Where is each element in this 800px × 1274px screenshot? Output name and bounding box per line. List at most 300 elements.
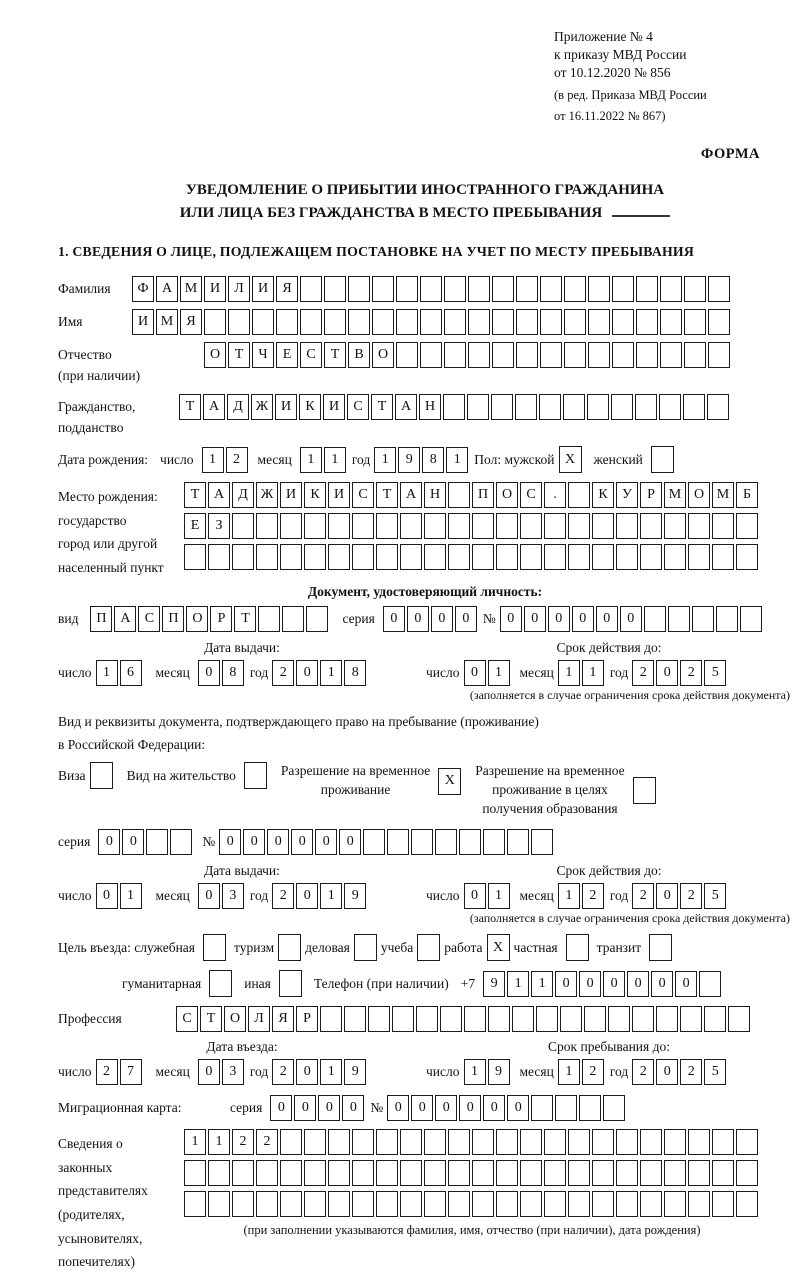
char-cell[interactable]: Б [736,482,758,508]
char-cell[interactable]: 2 [582,1059,604,1085]
char-cell[interactable] [435,829,457,855]
char-cell[interactable] [664,1129,686,1155]
char-cell[interactable]: 0 [675,971,697,997]
residence-permit-checkbox[interactable] [244,762,267,789]
char-cell[interactable]: Л [248,1006,270,1032]
char-cell[interactable]: 0 [524,606,546,632]
char-cell[interactable]: К [592,482,614,508]
char-cell[interactable] [536,1006,558,1032]
char-cell[interactable] [636,342,658,368]
char-cell[interactable] [520,1129,542,1155]
purpose-work-checkbox[interactable]: X [487,934,510,961]
char-cell[interactable] [564,342,586,368]
char-cell[interactable] [656,1006,678,1032]
char-cell[interactable] [280,1191,302,1217]
char-cell[interactable] [668,606,690,632]
char-cell[interactable]: 0 [296,883,318,909]
sex-male-checkbox[interactable]: X [559,446,582,473]
char-cell[interactable] [400,1191,422,1217]
char-cell[interactable] [640,544,662,570]
char-cell[interactable]: О [186,606,208,632]
char-cell[interactable]: И [132,309,154,335]
char-cell[interactable] [396,276,418,302]
char-cell[interactable] [568,482,590,508]
temp-residence-education-checkbox[interactable] [633,777,656,804]
char-cell[interactable]: 0 [294,1095,316,1121]
char-cell[interactable] [544,1160,566,1186]
char-cell[interactable] [472,513,494,539]
char-cell[interactable] [448,482,470,508]
char-cell[interactable] [328,1160,350,1186]
char-cell[interactable] [716,606,738,632]
char-cell[interactable] [324,276,346,302]
char-cell[interactable] [496,1160,518,1186]
char-cell[interactable] [280,1160,302,1186]
char-cell[interactable] [568,1191,590,1217]
char-cell[interactable] [424,1129,446,1155]
char-cell[interactable] [520,1191,542,1217]
char-cell[interactable] [496,1129,518,1155]
char-cell[interactable]: 9 [483,971,505,997]
char-cell[interactable] [640,1191,662,1217]
char-cell[interactable] [563,394,585,420]
char-cell[interactable]: 0 [198,883,220,909]
char-cell[interactable]: С [520,482,542,508]
char-cell[interactable] [256,1160,278,1186]
char-cell[interactable] [304,544,326,570]
char-cell[interactable]: 2 [256,1129,278,1155]
char-cell[interactable] [736,544,758,570]
char-cell[interactable] [416,1006,438,1032]
char-cell[interactable] [664,1191,686,1217]
char-cell[interactable] [352,1129,374,1155]
char-cell[interactable] [372,309,394,335]
char-cell[interactable] [459,829,481,855]
char-cell[interactable]: Е [184,513,206,539]
char-cell[interactable] [736,1160,758,1186]
char-cell[interactable]: П [472,482,494,508]
char-cell[interactable]: Р [296,1006,318,1032]
char-cell[interactable]: 0 [342,1095,364,1121]
char-cell[interactable] [376,513,398,539]
char-cell[interactable]: М [664,482,686,508]
char-cell[interactable] [444,342,466,368]
char-cell[interactable]: 1 [184,1129,206,1155]
char-cell[interactable] [688,513,710,539]
char-cell[interactable] [448,1160,470,1186]
char-cell[interactable]: 0 [267,829,289,855]
char-cell[interactable] [420,309,442,335]
char-cell[interactable] [400,1129,422,1155]
char-cell[interactable]: К [299,394,321,420]
char-cell[interactable] [184,1191,206,1217]
char-cell[interactable]: 6 [120,660,142,686]
char-cell[interactable]: 1 [374,447,396,473]
char-cell[interactable]: 0 [651,971,673,997]
char-cell[interactable]: 0 [555,971,577,997]
char-cell[interactable]: 2 [632,660,654,686]
char-cell[interactable]: Т [228,342,250,368]
char-cell[interactable] [496,544,518,570]
char-cell[interactable] [448,1129,470,1155]
char-cell[interactable] [579,1095,601,1121]
char-cell[interactable]: 0 [656,1059,678,1085]
char-cell[interactable] [616,1129,638,1155]
char-cell[interactable] [400,544,422,570]
char-cell[interactable]: И [252,276,274,302]
char-cell[interactable] [320,1006,342,1032]
char-cell[interactable]: 9 [344,883,366,909]
char-cell[interactable] [348,309,370,335]
char-cell[interactable]: 0 [431,606,453,632]
char-cell[interactable] [352,1160,374,1186]
char-cell[interactable]: 1 [582,660,604,686]
char-cell[interactable] [588,342,610,368]
char-cell[interactable] [680,1006,702,1032]
char-cell[interactable]: 2 [680,883,702,909]
char-cell[interactable]: Д [227,394,249,420]
temp-residence-checkbox[interactable]: X [438,768,461,795]
char-cell[interactable] [368,1006,390,1032]
char-cell[interactable] [472,1191,494,1217]
char-cell[interactable] [184,544,206,570]
char-cell[interactable] [612,342,634,368]
char-cell[interactable]: С [300,342,322,368]
char-cell[interactable] [540,309,562,335]
char-cell[interactable]: 0 [572,606,594,632]
char-cell[interactable] [232,513,254,539]
char-cell[interactable]: 0 [656,660,678,686]
char-cell[interactable]: В [348,342,370,368]
char-cell[interactable]: 0 [270,1095,292,1121]
char-cell[interactable] [736,1129,758,1155]
char-cell[interactable] [683,394,705,420]
purpose-transit-checkbox[interactable] [649,934,672,961]
char-cell[interactable]: 0 [318,1095,340,1121]
char-cell[interactable] [592,544,614,570]
char-cell[interactable] [448,544,470,570]
char-cell[interactable]: 2 [680,1059,702,1085]
char-cell[interactable] [664,544,686,570]
char-cell[interactable] [328,1129,350,1155]
purpose-business-checkbox[interactable] [354,934,377,961]
char-cell[interactable] [280,1129,302,1155]
char-cell[interactable] [660,276,682,302]
char-cell[interactable] [664,513,686,539]
char-cell[interactable]: 0 [464,883,486,909]
char-cell[interactable]: 0 [464,660,486,686]
char-cell[interactable] [660,342,682,368]
char-cell[interactable] [740,606,762,632]
char-cell[interactable]: 1 [202,447,224,473]
char-cell[interactable] [228,309,250,335]
char-cell[interactable]: М [180,276,202,302]
char-cell[interactable] [440,1006,462,1032]
char-cell[interactable]: Я [180,309,202,335]
char-cell[interactable] [516,342,538,368]
char-cell[interactable]: Я [272,1006,294,1032]
char-cell[interactable] [396,309,418,335]
char-cell[interactable] [352,1191,374,1217]
char-cell[interactable] [424,1160,446,1186]
char-cell[interactable]: 9 [398,447,420,473]
char-cell[interactable]: Т [179,394,201,420]
char-cell[interactable]: 9 [488,1059,510,1085]
char-cell[interactable]: И [328,482,350,508]
char-cell[interactable] [544,544,566,570]
char-cell[interactable]: И [323,394,345,420]
char-cell[interactable] [328,513,350,539]
char-cell[interactable] [491,394,513,420]
char-cell[interactable]: О [372,342,394,368]
char-cell[interactable] [363,829,385,855]
char-cell[interactable]: . [544,482,566,508]
char-cell[interactable]: Н [424,482,446,508]
char-cell[interactable]: 0 [435,1095,457,1121]
char-cell[interactable]: 0 [198,660,220,686]
char-cell[interactable] [684,276,706,302]
char-cell[interactable]: С [352,482,374,508]
char-cell[interactable] [708,276,730,302]
char-cell[interactable] [640,1129,662,1155]
char-cell[interactable]: Т [200,1006,222,1032]
char-cell[interactable]: Т [371,394,393,420]
purpose-study-checkbox[interactable] [417,934,440,961]
char-cell[interactable]: С [347,394,369,420]
char-cell[interactable] [688,1160,710,1186]
char-cell[interactable]: П [90,606,112,632]
char-cell[interactable] [304,1191,326,1217]
char-cell[interactable] [544,1191,566,1217]
char-cell[interactable] [328,544,350,570]
char-cell[interactable] [728,1006,750,1032]
purpose-other-checkbox[interactable] [279,970,302,997]
char-cell[interactable]: А [208,482,230,508]
char-cell[interactable] [411,829,433,855]
char-cell[interactable]: 0 [483,1095,505,1121]
char-cell[interactable]: 0 [596,606,618,632]
char-cell[interactable]: А [400,482,422,508]
char-cell[interactable]: 1 [446,447,468,473]
char-cell[interactable]: Т [234,606,256,632]
char-cell[interactable] [280,513,302,539]
char-cell[interactable] [688,1191,710,1217]
char-cell[interactable]: С [176,1006,198,1032]
char-cell[interactable]: 5 [704,660,726,686]
char-cell[interactable] [280,544,302,570]
char-cell[interactable]: Т [376,482,398,508]
char-cell[interactable]: Ч [252,342,274,368]
char-cell[interactable] [420,342,442,368]
char-cell[interactable] [232,544,254,570]
char-cell[interactable]: О [204,342,226,368]
char-cell[interactable] [692,606,714,632]
char-cell[interactable] [708,342,730,368]
char-cell[interactable]: А [114,606,136,632]
char-cell[interactable]: Н [419,394,441,420]
char-cell[interactable]: А [156,276,178,302]
char-cell[interactable]: 1 [531,971,553,997]
char-cell[interactable]: 0 [459,1095,481,1121]
char-cell[interactable]: С [138,606,160,632]
char-cell[interactable] [539,394,561,420]
char-cell[interactable]: 0 [579,971,601,997]
char-cell[interactable] [592,1160,614,1186]
char-cell[interactable]: 2 [272,1059,294,1085]
char-cell[interactable] [515,394,537,420]
char-cell[interactable]: Л [228,276,250,302]
char-cell[interactable]: 1 [558,883,580,909]
char-cell[interactable]: 0 [296,1059,318,1085]
char-cell[interactable]: 0 [387,1095,409,1121]
char-cell[interactable] [592,1191,614,1217]
char-cell[interactable]: 0 [96,883,118,909]
char-cell[interactable]: 0 [455,606,477,632]
char-cell[interactable] [736,1191,758,1217]
char-cell[interactable]: 5 [704,1059,726,1085]
char-cell[interactable]: 1 [120,883,142,909]
char-cell[interactable]: Р [640,482,662,508]
char-cell[interactable] [608,1006,630,1032]
char-cell[interactable] [256,513,278,539]
char-cell[interactable]: М [712,482,734,508]
char-cell[interactable]: П [162,606,184,632]
char-cell[interactable] [208,544,230,570]
char-cell[interactable]: Р [210,606,232,632]
char-cell[interactable] [632,1006,654,1032]
char-cell[interactable] [392,1006,414,1032]
char-cell[interactable] [587,394,609,420]
char-cell[interactable]: 0 [603,971,625,997]
char-cell[interactable] [420,276,442,302]
char-cell[interactable]: 1 [507,971,529,997]
char-cell[interactable]: 0 [548,606,570,632]
char-cell[interactable] [736,513,758,539]
char-cell[interactable] [712,513,734,539]
char-cell[interactable] [208,1160,230,1186]
char-cell[interactable]: 2 [680,660,702,686]
char-cell[interactable] [256,544,278,570]
char-cell[interactable] [300,309,322,335]
sex-female-checkbox[interactable] [651,446,674,473]
char-cell[interactable]: О [688,482,710,508]
char-cell[interactable]: 2 [272,883,294,909]
char-cell[interactable]: 7 [120,1059,142,1085]
char-cell[interactable]: 0 [243,829,265,855]
char-cell[interactable] [304,513,326,539]
char-cell[interactable]: 1 [300,447,322,473]
char-cell[interactable] [252,309,274,335]
char-cell[interactable] [544,1129,566,1155]
char-cell[interactable] [712,1191,734,1217]
char-cell[interactable] [640,1160,662,1186]
char-cell[interactable] [659,394,681,420]
char-cell[interactable] [555,1095,577,1121]
char-cell[interactable]: 0 [296,660,318,686]
char-cell[interactable] [564,309,586,335]
char-cell[interactable] [258,606,280,632]
char-cell[interactable]: 0 [315,829,337,855]
char-cell[interactable] [568,1129,590,1155]
char-cell[interactable] [520,1160,542,1186]
char-cell[interactable] [712,1160,734,1186]
char-cell[interactable] [516,276,538,302]
char-cell[interactable] [282,606,304,632]
char-cell[interactable] [467,394,489,420]
char-cell[interactable] [400,513,422,539]
char-cell[interactable]: 0 [339,829,361,855]
char-cell[interactable] [592,513,614,539]
char-cell[interactable]: А [395,394,417,420]
char-cell[interactable]: Д [232,482,254,508]
char-cell[interactable] [304,1160,326,1186]
char-cell[interactable] [644,606,666,632]
char-cell[interactable]: 8 [344,660,366,686]
char-cell[interactable] [424,1191,446,1217]
char-cell[interactable]: Ф [132,276,154,302]
char-cell[interactable] [520,513,542,539]
char-cell[interactable]: Я [276,276,298,302]
char-cell[interactable] [444,276,466,302]
char-cell[interactable] [531,829,553,855]
char-cell[interactable] [376,1191,398,1217]
char-cell[interactable] [544,513,566,539]
char-cell[interactable] [352,513,374,539]
char-cell[interactable]: 2 [272,660,294,686]
char-cell[interactable]: 1 [488,660,510,686]
char-cell[interactable]: 1 [96,660,118,686]
char-cell[interactable] [170,829,192,855]
char-cell[interactable]: Ж [251,394,273,420]
char-cell[interactable]: 1 [488,883,510,909]
purpose-tourism-checkbox[interactable] [278,934,301,961]
char-cell[interactable] [492,276,514,302]
char-cell[interactable] [603,1095,625,1121]
char-cell[interactable]: И [204,276,226,302]
char-cell[interactable] [324,309,346,335]
char-cell[interactable]: И [280,482,302,508]
char-cell[interactable] [540,342,562,368]
char-cell[interactable]: 1 [558,660,580,686]
char-cell[interactable]: 0 [291,829,313,855]
char-cell[interactable] [636,276,658,302]
char-cell[interactable] [616,1191,638,1217]
char-cell[interactable] [684,342,706,368]
char-cell[interactable] [708,309,730,335]
char-cell[interactable]: 0 [383,606,405,632]
char-cell[interactable] [584,1006,606,1032]
char-cell[interactable]: 0 [507,1095,529,1121]
char-cell[interactable] [464,1006,486,1032]
char-cell[interactable] [568,1160,590,1186]
char-cell[interactable]: 0 [219,829,241,855]
char-cell[interactable]: 0 [198,1059,220,1085]
char-cell[interactable] [704,1006,726,1032]
char-cell[interactable] [396,342,418,368]
char-cell[interactable] [492,342,514,368]
char-cell[interactable] [424,544,446,570]
char-cell[interactable] [256,1191,278,1217]
char-cell[interactable] [712,1129,734,1155]
char-cell[interactable] [488,1006,510,1032]
char-cell[interactable]: 1 [320,660,342,686]
char-cell[interactable] [496,1191,518,1217]
char-cell[interactable]: А [203,394,225,420]
char-cell[interactable] [304,1129,326,1155]
char-cell[interactable] [208,1191,230,1217]
char-cell[interactable] [306,606,328,632]
char-cell[interactable]: 8 [422,447,444,473]
